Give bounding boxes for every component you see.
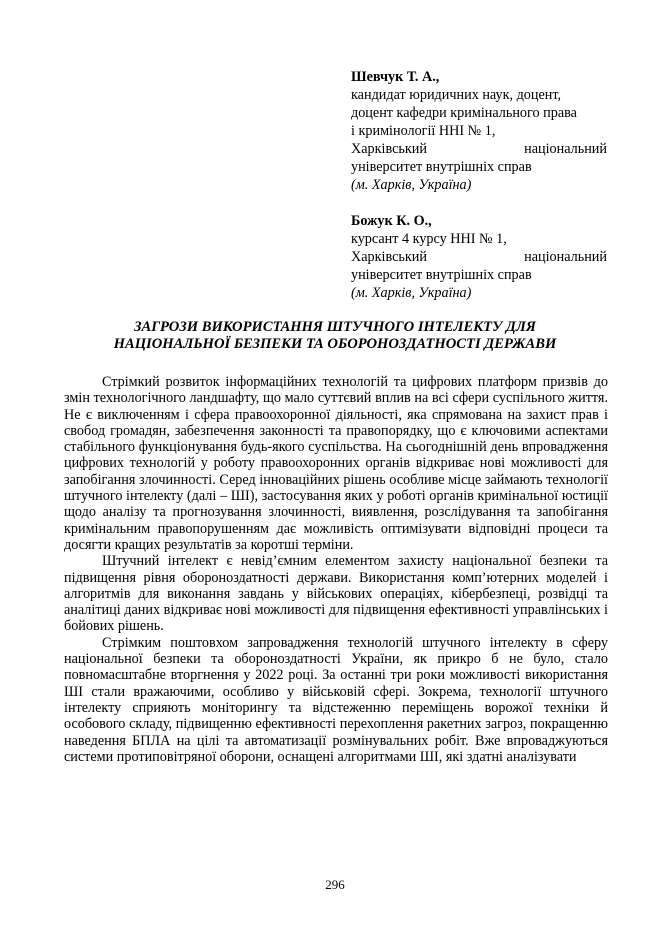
author-affiliation-line: університет внутрішніх справ [351,267,532,283]
author-affiliation-line: і кримінології ННІ № 1, [351,123,496,139]
page-number: 296 [325,877,345,892]
author-affiliation-line: курсант 4 курсу ННІ № 1, [351,231,507,247]
article-body [64,374,608,765]
author-affiliation-line: Харківський національний [351,141,607,157]
author-location: (м. Харків, Україна) [351,285,472,301]
author-affiliation-line: кандидат юридичних наук, доцент, [351,87,562,103]
author-affiliation-line: доцент кафедри кримінального права [351,105,577,121]
article-title [60,319,610,353]
body-paragraph: Стрімким поштовхом запровадження технологій штучного інтелекту в сферу національної безпеки та обороноздатності України, як прикро б не було, стало повномасштабне вторгнення у 2022 році. За останні три роки можливості використання ШІ стали вражаючими, особливо у військовій сфері. Зокрема, технології штучного інтелекту сприяють моніторингу та відстеженню переміщень ворожої техніки й особового складу, підвищенню ефективності перехоплення ракетних загроз, покращенню наведення БПЛА на цілі та автоматизації розмінувальних робіт. Вже впроваджуються системи протиповітряної оборони, оснащені алгоритмами ШІ, які здатні аналізувати [64,634,608,765]
author-affiliation-line: Харківський національний [351,249,607,265]
article-title-line: НАЦІОНАЛЬНОЇ БЕЗПЕКИ ТА ОБОРОНОЗДАТНОСТІ ДЕРЖАВИ [113,336,557,352]
body-paragraph: Стрімкий розвиток інформаційних технологій та цифрових платформ призвів до змін технологічного ландшафту, що мало суттєвий вплив на всі сфери суспільного життя. Не є виключенням і сфера правоохоронної діяльності, яка спрямована на захист прав і свобод громадян, забезпечення законності та правопорядку, що є ключовими аспектами стабільного функціонування будь-якого суспільства. На сьогоднішній день впровадження цифрових технологій у роботу правоохоронних органів відкриває нові можливості для запобігання злочинності. Серед інноваційних рішень особливе місце займають технології штучного інтелекту (далі – ШІ), застосування яких у роботі органів кримінальної юстиції щодо аналізу та прогнозування злочинності, виявлення, розслідування та запобігання кримінальним правопорушенням дає можливість оптимізувати відповідні процеси та досягти кращих результатів за коротші терміни. [64,374,608,553]
author-block-2 [351,212,607,302]
author-name: Шевчук Т. А., [351,69,440,85]
author-name: Божук К. О., [351,213,432,229]
author-affiliation-line: університет внутрішніх справ [351,159,532,175]
body-paragraph: Штучний інтелект є невід’ємним елементом захисту національної безпеки та підвищення рівня обороноздатності держави. Використання комп’ютерних моделей і алгоритмів для виконання завдань у військових операціях, кібербезпеці, розвідці та аналітиці даних відкриває нові можливості для підвищення ефективності управлінських і бойових рішень. [64,553,608,635]
author-location: (м. Харків, Україна) [351,177,472,193]
author-block-1 [351,68,607,194]
article-title-line: ЗАГРОЗИ ВИКОРИСТАННЯ ШТУЧНОГО ІНТЕЛЕКТУ ДЛЯ [134,319,536,335]
